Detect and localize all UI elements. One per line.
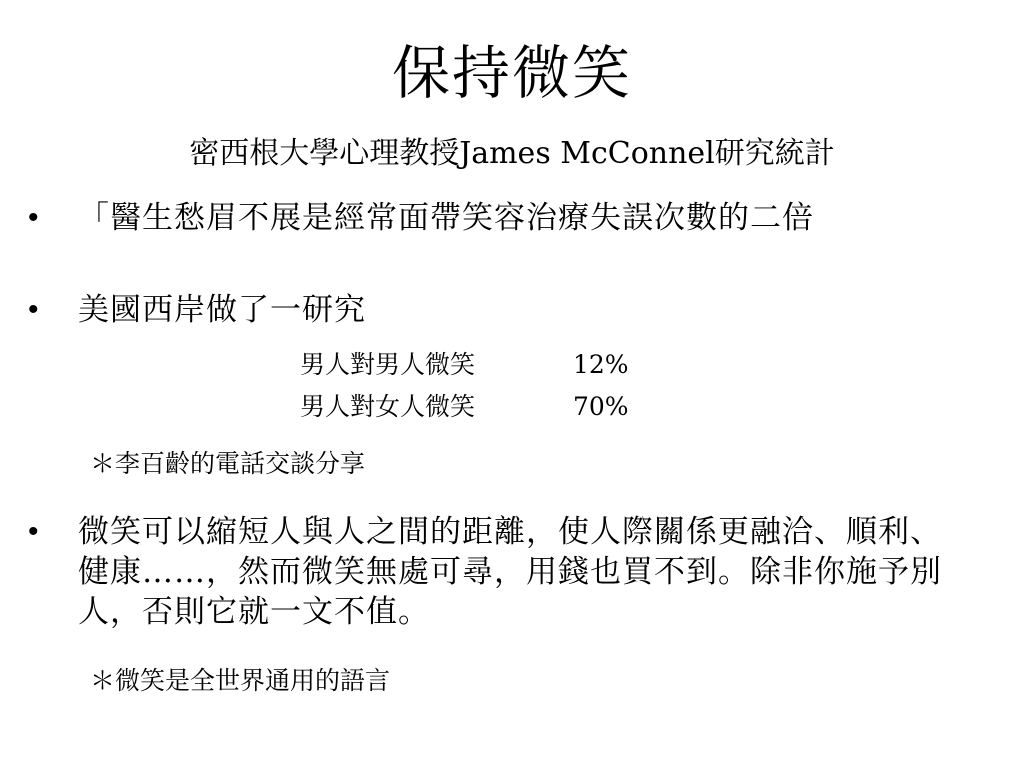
stat-value: 12% [572,350,629,379]
bullet-item [28,512,968,632]
stat-value: 70% [572,392,629,421]
slide-title: 保持微笑 [391,39,632,107]
bullet-text: 「醫生愁眉不展是經常面帶笑容治療失誤次數的二倍 [78,200,814,236]
bullet-marker: • [28,293,40,326]
slide-subtitle: 密西根大學心理教授James McConnel研究統計 [189,136,835,171]
stat-label: 男人對女人微笑 [300,392,476,421]
stat-label: 男人對男人微笑 [300,350,476,379]
bullet-marker: • [28,201,40,234]
bullet-item [28,290,968,330]
footnote: ＊微笑是全世界通用的語言 [90,666,391,695]
bullet-item [28,198,968,238]
bullet-marker: • [28,515,40,548]
bullet-text: 微笑可以縮短人與人之間的距離，使人際關係更融洽、順利、健康……，然而微笑無處可尋，用錢也買不到。除非你施予別人，否則它就一文不值。 [78,514,942,630]
stat-row [300,348,629,382]
bullet-text: 美國西岸做了一研究 [78,292,366,328]
stat-row [300,390,629,424]
footnote: ＊李百齡的電話交談分享 [90,449,366,478]
